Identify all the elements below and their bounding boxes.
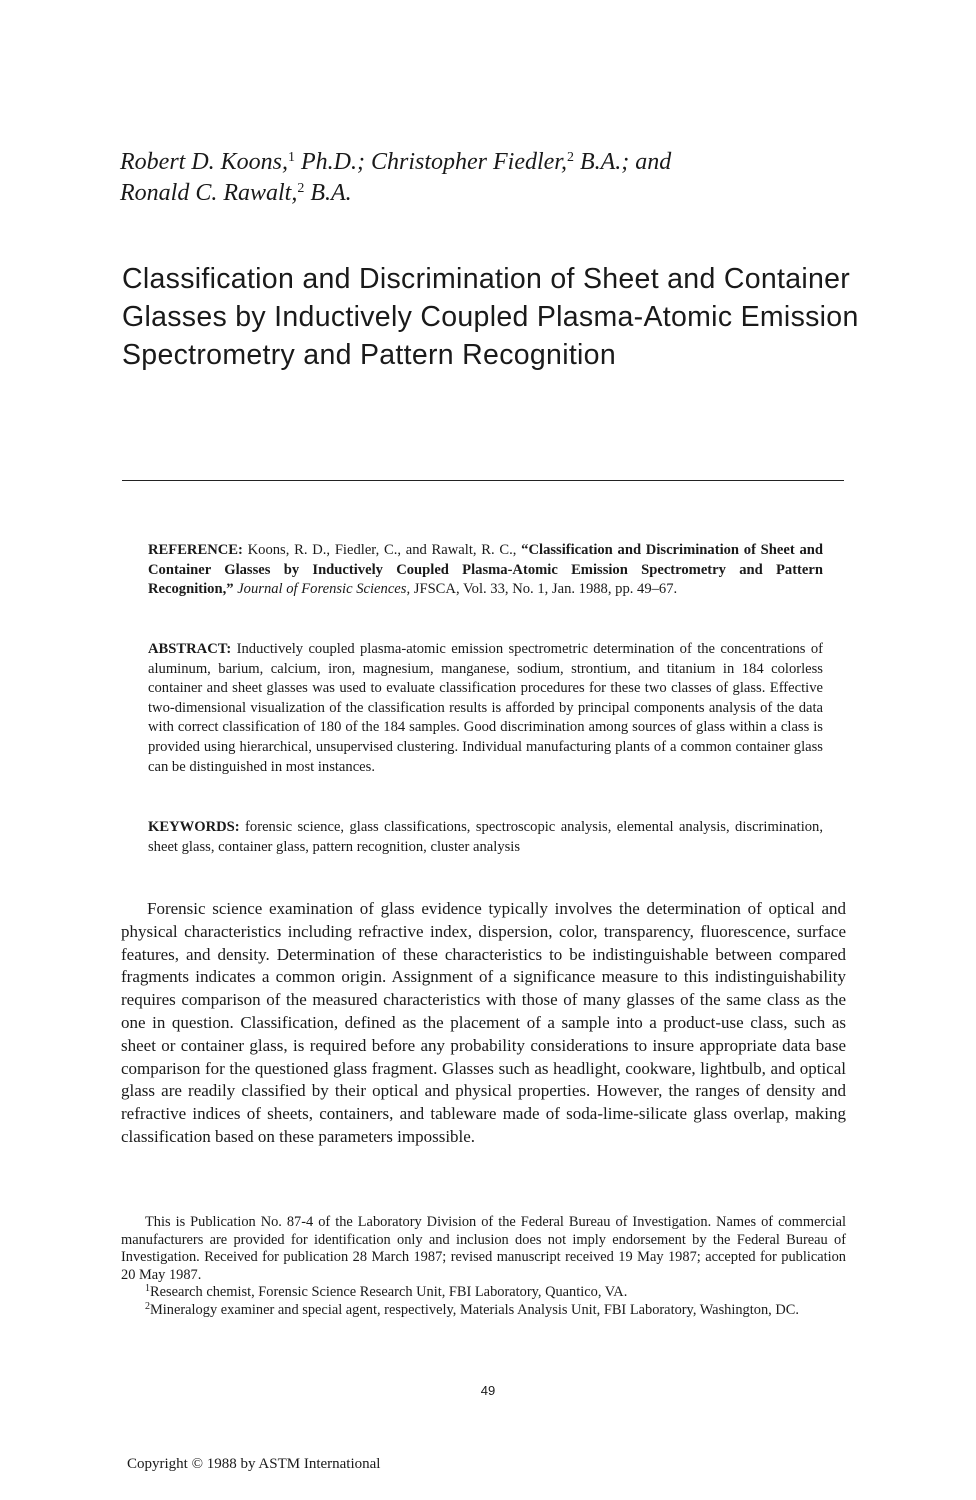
footnote-text: Research chemist, Forensic Science Research Unit, FBI Laboratory, Quantico, VA. xyxy=(150,1284,628,1301)
reference-label: REFERENCE: xyxy=(148,542,243,558)
author-name: Christopher Fiedler, xyxy=(370,149,567,175)
author-affiliation-mark: 1 xyxy=(288,150,295,165)
author-name: Robert D. Koons, xyxy=(120,149,288,175)
footnote-2 xyxy=(121,1302,846,1320)
author-degree: B.A. xyxy=(304,180,352,206)
page-number: 49 xyxy=(480,1383,496,1398)
footnote-1 xyxy=(121,1284,846,1302)
copyright-notice: Copyright © 1988 by ASTM International xyxy=(127,1456,381,1472)
reference-authors: Koons, R. D., Fiedler, C., and Rawalt, R. C., xyxy=(242,542,522,558)
keywords-label: KEYWORDS: xyxy=(148,819,240,835)
author-degree: B.A.; and xyxy=(573,149,672,175)
abstract-block xyxy=(148,640,823,777)
footnotes xyxy=(121,1214,846,1320)
footnote-mark: 2 xyxy=(145,1300,150,1312)
author-affiliation-mark: 2 xyxy=(297,181,305,196)
body-paragraph: Forensic science examination of glass evidence typically involves the determination of optical and physical characteristics including refractive index, dispersion, color, transparency, fluorescence, surface features, and density. Determination of these characteristics to be indistinguishable between compared fragments indicates a common origin. Assignment of a significance measure to this indistinguishability requires comparison of the measured characteristics with those of many glasses of the same class as the one in question. Classification, defined as the placement of a sample into a product-use class, such as sheet or container glass, is required before any probability considerations to insure appropriate data base comparison for the questioned glass fragment. Glasses such as headlight, cookware, lightbulb, and optical glass are readily classified by their optical and physical properties. However, the ranges of density and refractive indices of sheets, containers, and tableware made of soda-lime-silicate glass overlap, making classification based on these parameters impossible. xyxy=(121,899,846,1146)
reference-article-title: “Classification and Discrimination of Sheet and Container Glasses by Inductively Coupled Plasma-Atomic Emission Spectrometry and Pattern Recognition,” xyxy=(148,542,823,598)
author-affiliation-mark: 2 xyxy=(566,150,574,165)
abstract-label: ABSTRACT: xyxy=(148,641,232,657)
keywords-text: forensic science, glass classifications, spectroscopic analysis, elemental analysis, discrimination, sheet glass, container glass, pattern recognition, cluster analysis xyxy=(148,819,823,855)
author-degree: Ph.D.; xyxy=(295,149,371,175)
footnote-mark: 1 xyxy=(145,1283,150,1295)
title-divider xyxy=(122,480,844,481)
abstract-text: Inductively coupled plasma-atomic emission spectrometric determination of the concentrations of aluminum, barium, calcium, iron, magnesium, manganese, sodium, strontium, and titanium in 184 colorless container and sheet glasses was used to evaluate classification procedures for these two classes of glass. Effective two-dimensional visualization of the classification results is afforded by principal components analysis of the data with correct classification of 180 of the 184 samples. Good discrimination among sources of glass within a class is provided using hierarchical, unsupervised clustering. Individual manufacturing plants of a common container glass can be distinguished in most instances. xyxy=(148,641,823,775)
reference-citation: JFSCA, Vol. 33, No. 1, Jan. 1988, pp. 49–67. xyxy=(410,581,678,598)
publication-note: This is Publication No. 87-4 of the Laboratory Division of the Federal Bureau of Investigation. Names of commercial manufacturers are provided for identification only and inclusion does not imply endorsement by the Federal Bureau of Investigation. Received for publication 28 March 1987; revised manuscript received 19 May 1987; accepted for publication 20 May 1987. xyxy=(121,1214,846,1283)
reference-journal: Journal of Forensic Sciences, xyxy=(233,581,411,598)
keywords-block xyxy=(148,818,823,857)
author-name: Ronald C. Rawalt, xyxy=(120,180,298,206)
footnote-text: Mineralogy examiner and special agent, respectively, Materials Analysis Unit, FBI Laboratory, Washington, DC. xyxy=(150,1301,799,1318)
author-list xyxy=(120,147,880,209)
reference-block xyxy=(148,541,823,600)
paper-title: Classification and Discrimination of Sheet and Container Glasses by Inductively Coupled Plasma-Atomic Emission Spectrometry and Pattern Recognition xyxy=(122,263,859,371)
